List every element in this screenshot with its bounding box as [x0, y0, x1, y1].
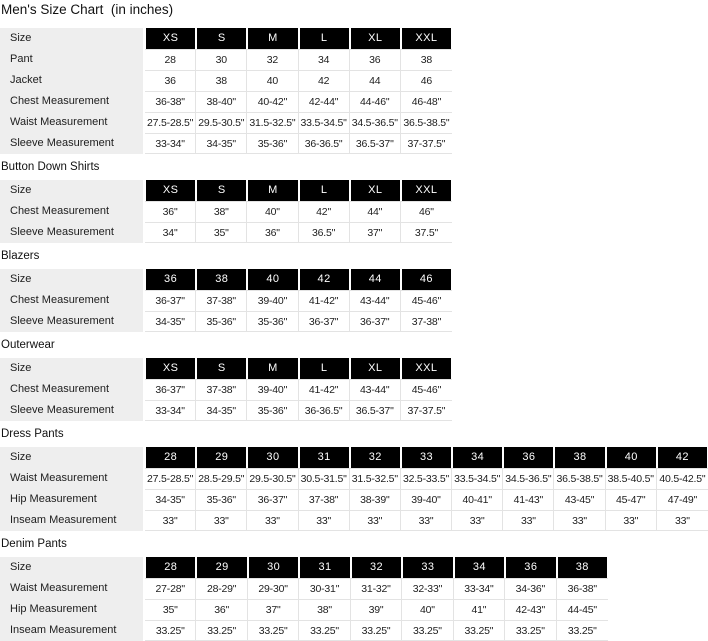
value-cell: 28-29"	[196, 578, 247, 599]
size-header-cell: 36	[506, 557, 555, 578]
value-cell: 41-43"	[503, 489, 554, 510]
value-cell: 33"	[145, 510, 196, 531]
size-header-cell: XL	[351, 180, 400, 201]
row-label: Size	[0, 557, 145, 578]
size-header-cell: XXL	[402, 180, 451, 201]
value-cell: 33"	[196, 510, 247, 531]
general-size-table	[0, 28, 452, 154]
value-cell: 40.5-42.5"	[657, 468, 708, 489]
size-header-cell: XXL	[402, 28, 451, 49]
value-cell: 36-37"	[145, 290, 196, 311]
value-cell: 45-46"	[401, 290, 452, 311]
size-header-cell: XL	[351, 358, 400, 379]
value-cell: 43-45"	[554, 489, 605, 510]
value-cell: 33.25"	[505, 620, 556, 641]
value-cell: 33.25"	[557, 620, 608, 641]
value-cell: 38-39"	[350, 489, 401, 510]
value-cell: 37.5"	[401, 222, 452, 243]
value-cell: 33.25"	[402, 620, 453, 641]
value-cell: 40"	[247, 201, 298, 222]
value-cell: 34.5-36.5"	[503, 468, 554, 489]
value-cell: 37"	[350, 222, 401, 243]
value-cell: 41-42"	[299, 290, 350, 311]
value-cell: 35-36"	[247, 311, 298, 332]
value-cell: 36-37"	[299, 311, 350, 332]
row-label: Chest Measurement	[0, 379, 145, 400]
size-header-cell: 34	[455, 557, 504, 578]
section-title-denim-pants: Denim Pants	[1, 538, 67, 550]
size-header-cell: 29	[197, 557, 246, 578]
value-cell: 33-34"	[145, 400, 196, 421]
value-cell: 37"	[248, 599, 299, 620]
value-cell: 44"	[350, 201, 401, 222]
row-label: Size	[0, 180, 145, 201]
value-cell: 46	[401, 70, 452, 91]
size-header-cell: 31	[300, 447, 349, 468]
size-header-cell: 34	[453, 447, 502, 468]
value-cell: 43-44"	[350, 290, 401, 311]
row-label: Size	[0, 358, 145, 379]
value-cell: 31.5-32.5"	[247, 112, 298, 133]
size-header-cell: 42	[300, 269, 349, 290]
value-cell: 33"	[452, 510, 503, 531]
value-cell: 33"	[350, 510, 401, 531]
size-header-cell: 31	[300, 557, 349, 578]
size-header-cell: XS	[146, 358, 195, 379]
size-header-cell: 36	[504, 447, 553, 468]
row-label: Size	[0, 269, 145, 290]
section-title-button-down-shirts: Button Down Shirts	[1, 161, 100, 173]
size-header-cell: L	[300, 358, 349, 379]
size-header-cell: 40	[607, 447, 656, 468]
size-header-cell: 33	[403, 557, 452, 578]
row-label: Size	[0, 28, 145, 49]
size-header-cell: 38	[558, 557, 607, 578]
value-cell: 36.5-38.5"	[401, 112, 452, 133]
row-label: Sleeve Measurement	[0, 311, 145, 332]
size-header-cell: XS	[146, 28, 195, 49]
value-cell: 27.5-28.5"	[145, 468, 196, 489]
row-label: Chest Measurement	[0, 91, 145, 112]
value-cell: 35"	[196, 222, 247, 243]
size-header-cell: M	[248, 358, 297, 379]
value-cell: 34-35"	[145, 311, 196, 332]
blazers-table	[0, 269, 452, 332]
value-cell: 47-49"	[657, 489, 708, 510]
row-label: Hip Measurement	[0, 489, 145, 510]
size-header-cell: M	[248, 180, 297, 201]
value-cell: 36.5"	[299, 222, 350, 243]
value-cell: 33.25"	[351, 620, 402, 641]
row-label: Chest Measurement	[0, 290, 145, 311]
row-label: Hip Measurement	[0, 599, 145, 620]
value-cell: 35-36"	[247, 133, 298, 154]
value-cell: 28.5-29.5"	[196, 468, 247, 489]
value-cell: 35-36"	[247, 400, 298, 421]
value-cell: 30-31"	[299, 578, 350, 599]
size-header-cell: 29	[197, 447, 246, 468]
row-label: Sleeve Measurement	[0, 133, 145, 154]
denim-pants-table	[0, 557, 608, 641]
value-cell: 33"	[657, 510, 708, 531]
row-label: Waist Measurement	[0, 112, 145, 133]
value-cell: 39-40"	[247, 379, 298, 400]
value-cell: 37-38"	[299, 489, 350, 510]
value-cell: 45-47"	[606, 489, 657, 510]
value-cell: 36	[350, 49, 401, 70]
value-cell: 40	[247, 70, 298, 91]
size-header-cell: XL	[351, 28, 400, 49]
page-title: Men's Size Chart (in inches)	[1, 2, 174, 17]
dress-pants-table	[0, 447, 708, 531]
value-cell: 33.25"	[145, 620, 196, 641]
value-cell: 39"	[351, 599, 402, 620]
value-cell: 34-36"	[505, 578, 556, 599]
value-cell: 33.25"	[248, 620, 299, 641]
value-cell: 41-42"	[299, 379, 350, 400]
button-down-shirts-table	[0, 180, 452, 243]
size-header-cell: 30	[249, 557, 298, 578]
value-cell: 36.5-38.5"	[554, 468, 605, 489]
value-cell: 33.5-34.5"	[299, 112, 350, 133]
value-cell: 38	[196, 70, 247, 91]
row-label: Inseam Measurement	[0, 510, 145, 531]
size-header-cell: L	[300, 180, 349, 201]
size-header-cell: 38	[197, 269, 246, 290]
row-label: Waist Measurement	[0, 578, 145, 599]
size-header-cell: L	[300, 28, 349, 49]
value-cell: 37-38"	[401, 311, 452, 332]
value-cell: 34	[299, 49, 350, 70]
outerwear-table	[0, 358, 452, 421]
row-label: Pant	[0, 49, 145, 70]
value-cell: 36"	[196, 599, 247, 620]
value-cell: 33"	[299, 510, 350, 531]
value-cell: 34-35"	[196, 133, 247, 154]
value-cell: 42"	[299, 201, 350, 222]
value-cell: 41"	[454, 599, 505, 620]
size-header-cell: 42	[658, 447, 707, 468]
value-cell: 40-41"	[452, 489, 503, 510]
value-cell: 44-45"	[557, 599, 608, 620]
row-label: Chest Measurement	[0, 201, 145, 222]
value-cell: 27.5-28.5"	[145, 112, 196, 133]
value-cell: 40"	[402, 599, 453, 620]
size-header-cell: 32	[351, 447, 400, 468]
row-label: Inseam Measurement	[0, 620, 145, 641]
value-cell: 33.5-34.5"	[452, 468, 503, 489]
size-header-cell: S	[197, 28, 246, 49]
value-cell: 39-40"	[401, 489, 452, 510]
value-cell: 34-35"	[145, 489, 196, 510]
value-cell: 38-40"	[196, 91, 247, 112]
value-cell: 46"	[401, 201, 452, 222]
value-cell: 33-34"	[454, 578, 505, 599]
value-cell: 37-38"	[196, 290, 247, 311]
value-cell: 32-33"	[402, 578, 453, 599]
value-cell: 32.5-33.5"	[401, 468, 452, 489]
size-header-cell: 30	[248, 447, 297, 468]
value-cell: 36-36.5"	[299, 400, 350, 421]
value-cell: 33.25"	[454, 620, 505, 641]
value-cell: 33.25"	[299, 620, 350, 641]
value-cell: 43-44"	[350, 379, 401, 400]
value-cell: 36-37"	[247, 489, 298, 510]
size-header-cell: XS	[146, 180, 195, 201]
size-header-cell: 40	[248, 269, 297, 290]
value-cell: 31.5-32.5"	[350, 468, 401, 489]
value-cell: 32	[247, 49, 298, 70]
row-label: Waist Measurement	[0, 468, 145, 489]
size-header-cell: S	[197, 358, 246, 379]
size-header-cell: 46	[402, 269, 451, 290]
value-cell: 42-43"	[505, 599, 556, 620]
section-title-blazers: Blazers	[1, 250, 40, 262]
value-cell: 33"	[606, 510, 657, 531]
value-cell: 36-37"	[350, 311, 401, 332]
value-cell: 28	[145, 49, 196, 70]
row-label: Size	[0, 447, 145, 468]
value-cell: 36-38"	[145, 91, 196, 112]
value-cell: 29.5-30.5"	[247, 468, 298, 489]
value-cell: 36.5-37"	[350, 400, 401, 421]
value-cell: 35-36"	[196, 311, 247, 332]
size-header-cell: 32	[352, 557, 401, 578]
value-cell: 36-37"	[145, 379, 196, 400]
value-cell: 39-40"	[247, 290, 298, 311]
row-label: Jacket	[0, 70, 145, 91]
value-cell: 31-32"	[351, 578, 402, 599]
value-cell: 38"	[196, 201, 247, 222]
size-header-cell: 28	[146, 447, 195, 468]
value-cell: 38.5-40.5"	[606, 468, 657, 489]
size-header-cell: 38	[555, 447, 604, 468]
size-header-cell: 36	[146, 269, 195, 290]
size-header-cell: 33	[402, 447, 451, 468]
value-cell: 36-38"	[557, 578, 608, 599]
size-header-cell: S	[197, 180, 246, 201]
value-cell: 38	[401, 49, 452, 70]
value-cell: 37-37.5"	[401, 133, 452, 154]
value-cell: 44	[350, 70, 401, 91]
section-title-dress-pants: Dress Pants	[1, 428, 64, 440]
value-cell: 30.5-31.5"	[299, 468, 350, 489]
section-title-outerwear: Outerwear	[1, 339, 55, 351]
value-cell: 33.25"	[196, 620, 247, 641]
value-cell: 37-38"	[196, 379, 247, 400]
value-cell: 44-46"	[350, 91, 401, 112]
value-cell: 36"	[145, 201, 196, 222]
value-cell: 38"	[299, 599, 350, 620]
value-cell: 37-37.5"	[401, 400, 452, 421]
value-cell: 33"	[401, 510, 452, 531]
size-header-cell: 28	[146, 557, 195, 578]
value-cell: 36"	[247, 222, 298, 243]
value-cell: 34"	[145, 222, 196, 243]
value-cell: 35"	[145, 599, 196, 620]
size-header-cell: XXL	[402, 358, 451, 379]
value-cell: 45-46"	[401, 379, 452, 400]
size-header-cell: M	[248, 28, 297, 49]
size-header-cell: 44	[351, 269, 400, 290]
row-label: Sleeve Measurement	[0, 222, 145, 243]
value-cell: 33-34"	[145, 133, 196, 154]
value-cell: 29-30"	[248, 578, 299, 599]
value-cell: 46-48"	[401, 91, 452, 112]
value-cell: 34.5-36.5"	[350, 112, 401, 133]
value-cell: 34-35"	[196, 400, 247, 421]
value-cell: 36	[145, 70, 196, 91]
value-cell: 40-42"	[247, 91, 298, 112]
value-cell: 36.5-37"	[350, 133, 401, 154]
value-cell: 35-36"	[196, 489, 247, 510]
value-cell: 27-28"	[145, 578, 196, 599]
value-cell: 36-36.5"	[299, 133, 350, 154]
value-cell: 29.5-30.5"	[196, 112, 247, 133]
value-cell: 30	[196, 49, 247, 70]
value-cell: 42-44"	[299, 91, 350, 112]
value-cell: 33"	[247, 510, 298, 531]
value-cell: 42	[299, 70, 350, 91]
value-cell: 33"	[503, 510, 554, 531]
value-cell: 33"	[554, 510, 605, 531]
row-label: Sleeve Measurement	[0, 400, 145, 421]
